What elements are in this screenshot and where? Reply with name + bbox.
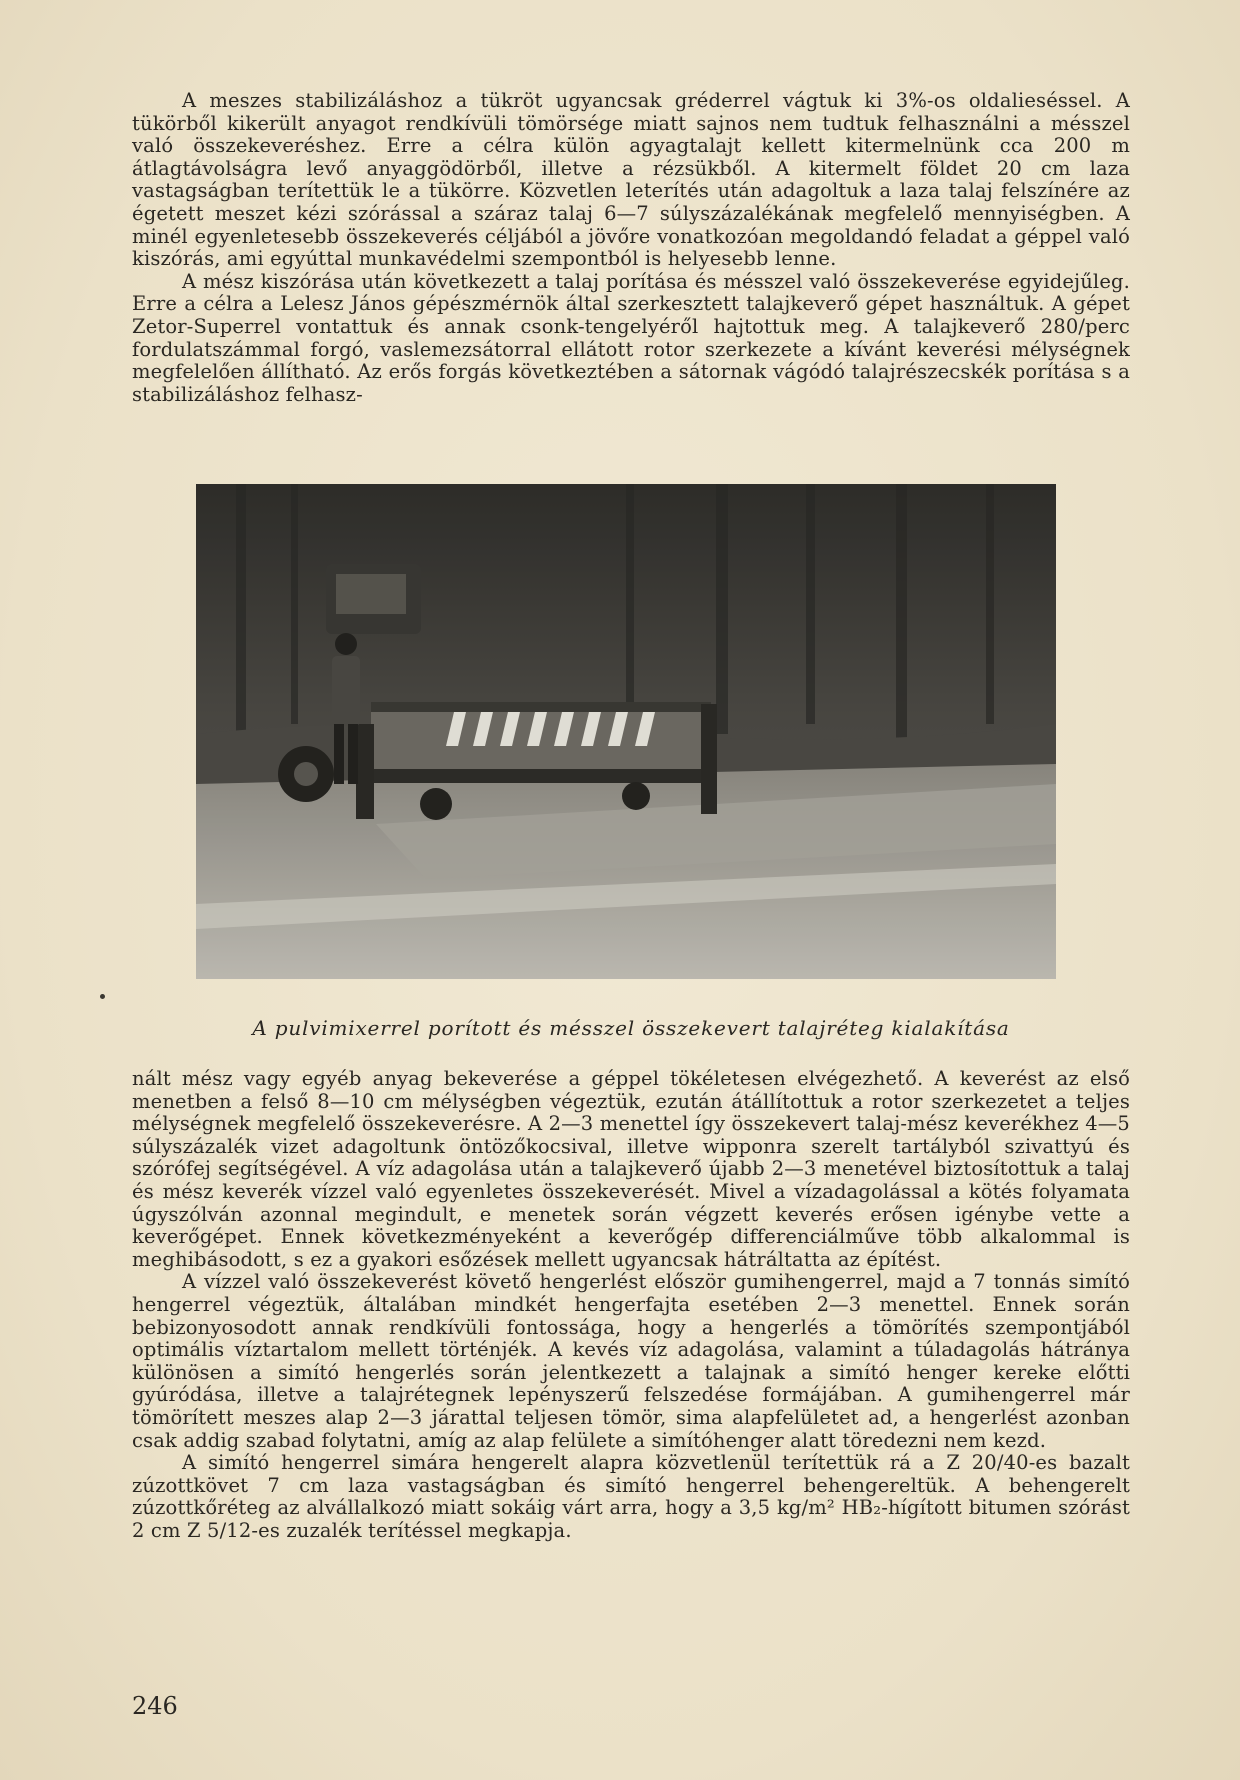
page-number: 246 (132, 1692, 178, 1720)
photo-illustration (196, 484, 1056, 979)
figure-caption: A pulvimixerrel porított és mésszel összekevert talajréteg kialakítása (252, 1016, 1010, 1040)
paragraph-1: A meszes stabilizáláshoz a tükröt ugyancsak gréderrel vágtuk ki 3%-os oldalieséssel. A tükörből kikerült anyagot rendkívüli tömörsége miatt sajnos nem tudtuk felhasználni a mésszel való összekeveréshez. Erre a célra külön agyagtalajt kellett kitermelnünk cca 200 m átlagtávolságra levő anyaggödörből, illetve a rézsükből. A kitermelt földet 20 cm laza vastagságban terítettük le a tükörre. Közvetlen leterítés után adagoltuk a laza talaj felszínére az égetett meszet kézi szórással a száraz talaj 6—7 súlyszázalékának megfelelő mennyiségben. A minél egyenletesebb összekeverés céljából a jövőre vonatkozóan megoldandó feladat a géppel való kiszórás, ami egyúttal munkavédelmi szempontból is helyesebb lenne. (132, 89, 1130, 271)
paragraph-4: A vízzel való összekeverést követő hengerlést először gumihengerrel, majd a 7 tonnás simító hengerrel végeztük, általában mindkét hengerfajta esetében 2—3 menettel. Ennek során bebizonyosodott annak rendkívüli fontossága, hogy a hengerlés a tömörítés szempontjából optimális víztartalom mellett történjék. A kevés víz adagolása, valamint a túladagolás hátránya különösen a simító hengerlés során jelentkezett a talajnak a simító henger kereke előtti gyúródása, illetve a talajrétegnek lepényszerű felszedése formájában. A gumihengerrel már tömörített meszes alap 2—3 járattal teljesen tömör, sima alapfelületet ad, a hengerlést azonban csak addig szabad folytatni, amíg az alap felülete a simítóhenger alatt töredezni nem kezd. (132, 1270, 1130, 1452)
photo-soil-mixer (196, 484, 1056, 979)
print-speck (100, 994, 105, 999)
body-text-top (132, 90, 1130, 406)
paragraph-5: A simító hengerrel simára hengerelt alapra közvetlenül terítettük rá a Z 20/40-es bazalt zúzottkövet 7 cm laza vastagságban és simító hengerrel behengereltük. A behengerelt zúzottkőréteg az alvállalkozó miatt sokáig várt arra, hogy a 3,5 kg/m² HB₂-hígított bitumen szórást 2 cm Z 5/12-es zuzalék terítéssel megkapja. (132, 1451, 1130, 1542)
paragraph-2: A mész kiszórása után következett a talaj porítása és mésszel való összekeverése egyidejűleg. Erre a célra a Lelesz János gépészmérnök által szerkesztett talajkeverő gépet használtuk. A gépet Zetor-Superrel vontattuk és annak csonk-tengelyéről hajtottuk meg. A talajkeverő 280/perc fordulatszámmal forgó, vaslemezsátorral ellátott rotor szerkezete a kívánt keverési mélységnek megfelelően állítható. Az erős forgás következtében a sátornak vágódó talajrészecskék porítása s a stabilizáláshoz felhasz- (132, 269, 1130, 406)
body-text-bottom (132, 1068, 1130, 1542)
paragraph-3: nált mész vagy egyéb anyag bekeverése a géppel tökéletesen elvégezhető. A keverést az első menetben a felső 8—10 cm mélységben végeztük, ezután átállítottuk a rotor szerkezetet a teljes mélységnek megfelelő összekeverésre. A 2—3 menettel így összekevert talaj-mész keverékhez 4—5 súlyszázalék vizet adagoltunk öntözőkocsival, illetve wipponra szerelt tartályból szivattyú és szórófej segítségével. A víz adagolása után a talajkeverő újabb 2—3 menetével biztosítottuk a talaj és mész keverék vízzel való egyenletes összekeverését. Mivel a vízadagolással a kötés folyamata úgyszólván azonnal megindult, e menetek során végzett keverés erősen igénybe vette a keverőgépet. Ennek következményeként a keverőgép differenciálműve több alkalommal is meghibásodott, s ez a gyakori esőzések mellett ugyancsak hátráltatta az építést. (132, 1067, 1130, 1271)
